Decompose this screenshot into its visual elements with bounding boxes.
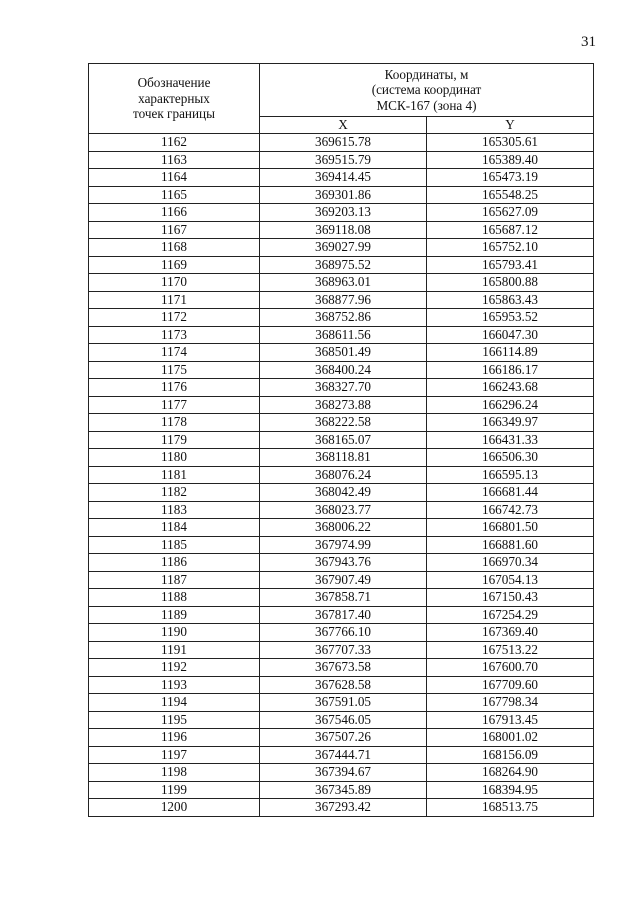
table-row bbox=[89, 519, 594, 537]
y-column-header: Y bbox=[427, 117, 594, 134]
table-row bbox=[89, 536, 594, 554]
y-coordinate-cell: 165793.41 bbox=[427, 256, 594, 274]
point-id-cell: 1194 bbox=[89, 694, 260, 712]
x-coordinate-cell: 367507.26 bbox=[260, 729, 427, 747]
point-id-cell: 1196 bbox=[89, 729, 260, 747]
point-id-cell: 1200 bbox=[89, 799, 260, 817]
table-row bbox=[89, 256, 594, 274]
point-id-cell: 1176 bbox=[89, 379, 260, 397]
y-coordinate-cell: 166801.50 bbox=[427, 519, 594, 537]
x-coordinate-cell: 368006.22 bbox=[260, 519, 427, 537]
y-coordinate-cell: 166595.13 bbox=[427, 466, 594, 484]
x-coordinate-cell: 367293.42 bbox=[260, 799, 427, 817]
x-coordinate-cell: 367766.10 bbox=[260, 624, 427, 642]
table-row bbox=[89, 606, 594, 624]
y-coordinate-cell: 167150.43 bbox=[427, 589, 594, 607]
y-coordinate-cell: 165687.12 bbox=[427, 221, 594, 239]
x-coordinate-cell: 369615.78 bbox=[260, 134, 427, 152]
table-row bbox=[89, 624, 594, 642]
point-id-cell: 1171 bbox=[89, 291, 260, 309]
point-id-cell: 1186 bbox=[89, 554, 260, 572]
y-coordinate-cell: 168156.09 bbox=[427, 746, 594, 764]
y-coordinate-cell: 168394.95 bbox=[427, 781, 594, 799]
y-coordinate-cell: 167054.13 bbox=[427, 571, 594, 589]
point-id-cell: 1175 bbox=[89, 361, 260, 379]
table-row bbox=[89, 274, 594, 292]
y-coordinate-cell: 166742.73 bbox=[427, 501, 594, 519]
table-row bbox=[89, 781, 594, 799]
y-coordinate-cell: 166047.30 bbox=[427, 326, 594, 344]
x-coordinate-cell: 368042.49 bbox=[260, 484, 427, 502]
y-coordinate-cell: 166243.68 bbox=[427, 379, 594, 397]
table-body bbox=[89, 134, 594, 817]
point-id-cell: 1165 bbox=[89, 186, 260, 204]
y-coordinate-cell: 165800.88 bbox=[427, 274, 594, 292]
y-coordinate-cell: 166349.97 bbox=[427, 414, 594, 432]
x-coordinate-cell: 369118.08 bbox=[260, 221, 427, 239]
table-row bbox=[89, 326, 594, 344]
table-row bbox=[89, 396, 594, 414]
x-coordinate-cell: 367974.99 bbox=[260, 536, 427, 554]
point-id-cell: 1190 bbox=[89, 624, 260, 642]
table-row bbox=[89, 641, 594, 659]
y-coordinate-cell: 165627.09 bbox=[427, 204, 594, 222]
y-coordinate-cell: 166186.17 bbox=[427, 361, 594, 379]
table-row bbox=[89, 589, 594, 607]
y-coordinate-cell: 166296.24 bbox=[427, 396, 594, 414]
x-coordinate-cell: 368752.86 bbox=[260, 309, 427, 327]
y-coordinate-cell: 165389.40 bbox=[427, 151, 594, 169]
y-coordinate-cell: 167798.34 bbox=[427, 694, 594, 712]
table-row bbox=[89, 221, 594, 239]
y-coordinate-cell: 165305.61 bbox=[427, 134, 594, 152]
x-coordinate-cell: 368611.56 bbox=[260, 326, 427, 344]
y-coordinate-cell: 165953.52 bbox=[427, 309, 594, 327]
table-row bbox=[89, 501, 594, 519]
x-coordinate-cell: 368877.96 bbox=[260, 291, 427, 309]
point-id-cell: 1164 bbox=[89, 169, 260, 187]
table-row bbox=[89, 151, 594, 169]
page-number: 31 bbox=[581, 34, 596, 50]
point-id-cell: 1166 bbox=[89, 204, 260, 222]
point-id-cell: 1173 bbox=[89, 326, 260, 344]
point-id-cell: 1199 bbox=[89, 781, 260, 799]
table-row bbox=[89, 291, 594, 309]
table-row bbox=[89, 711, 594, 729]
y-coordinate-cell: 165548.25 bbox=[427, 186, 594, 204]
table-row bbox=[89, 414, 594, 432]
x-coordinate-cell: 369414.45 bbox=[260, 169, 427, 187]
point-id-cell: 1182 bbox=[89, 484, 260, 502]
point-id-cell: 1183 bbox=[89, 501, 260, 519]
x-coordinate-cell: 367673.58 bbox=[260, 659, 427, 677]
point-id-cell: 1167 bbox=[89, 221, 260, 239]
y-coordinate-cell: 165473.19 bbox=[427, 169, 594, 187]
point-id-cell: 1172 bbox=[89, 309, 260, 327]
y-coordinate-cell: 167600.70 bbox=[427, 659, 594, 677]
table-row bbox=[89, 659, 594, 677]
y-coordinate-cell: 166681.44 bbox=[427, 484, 594, 502]
point-id-cell: 1188 bbox=[89, 589, 260, 607]
point-id-cell: 1192 bbox=[89, 659, 260, 677]
point-id-cell: 1187 bbox=[89, 571, 260, 589]
x-coordinate-cell: 369203.13 bbox=[260, 204, 427, 222]
x-coordinate-cell: 368400.24 bbox=[260, 361, 427, 379]
point-id-cell: 1193 bbox=[89, 676, 260, 694]
x-coordinate-cell: 368023.77 bbox=[260, 501, 427, 519]
y-coordinate-cell: 165863.43 bbox=[427, 291, 594, 309]
x-coordinate-cell: 368501.49 bbox=[260, 344, 427, 362]
y-coordinate-cell: 167709.60 bbox=[427, 676, 594, 694]
table-row bbox=[89, 344, 594, 362]
table-row bbox=[89, 554, 594, 572]
x-coordinate-cell: 368222.58 bbox=[260, 414, 427, 432]
x-coordinate-cell: 369515.79 bbox=[260, 151, 427, 169]
table-header bbox=[89, 64, 594, 134]
table-row bbox=[89, 764, 594, 782]
table-row bbox=[89, 361, 594, 379]
x-coordinate-cell: 368963.01 bbox=[260, 274, 427, 292]
y-coordinate-cell: 167913.45 bbox=[427, 711, 594, 729]
y-coordinate-cell: 167513.22 bbox=[427, 641, 594, 659]
table-row bbox=[89, 379, 594, 397]
table-row bbox=[89, 466, 594, 484]
point-id-cell: 1177 bbox=[89, 396, 260, 414]
y-coordinate-cell: 166970.34 bbox=[427, 554, 594, 572]
point-id-cell: 1169 bbox=[89, 256, 260, 274]
y-coordinate-cell: 166431.33 bbox=[427, 431, 594, 449]
point-id-cell: 1184 bbox=[89, 519, 260, 537]
point-id-cell: 1197 bbox=[89, 746, 260, 764]
x-coordinate-cell: 369027.99 bbox=[260, 239, 427, 257]
x-coordinate-cell: 367817.40 bbox=[260, 606, 427, 624]
y-coordinate-cell: 167369.40 bbox=[427, 624, 594, 642]
point-id-cell: 1185 bbox=[89, 536, 260, 554]
coords-header-line: МСК-167 (зона 4) bbox=[376, 97, 477, 113]
point-id-cell: 1162 bbox=[89, 134, 260, 152]
table-row bbox=[89, 449, 594, 467]
point-id-cell: 1189 bbox=[89, 606, 260, 624]
y-coordinate-cell: 167254.29 bbox=[427, 606, 594, 624]
table-row bbox=[89, 571, 594, 589]
x-coordinate-cell: 369301.86 bbox=[260, 186, 427, 204]
point-id-cell: 1195 bbox=[89, 711, 260, 729]
table-row bbox=[89, 134, 594, 152]
point-id-cell: 1174 bbox=[89, 344, 260, 362]
points-header-line: точек границы bbox=[133, 106, 215, 122]
x-coordinate-cell: 367628.58 bbox=[260, 676, 427, 694]
x-coordinate-cell: 367345.89 bbox=[260, 781, 427, 799]
table-row bbox=[89, 239, 594, 257]
x-coordinate-cell: 367591.05 bbox=[260, 694, 427, 712]
x-coordinate-cell: 367394.67 bbox=[260, 764, 427, 782]
x-coordinate-cell: 368273.88 bbox=[260, 396, 427, 414]
table-row bbox=[89, 186, 594, 204]
x-coordinate-cell: 367707.33 bbox=[260, 641, 427, 659]
y-coordinate-cell: 168001.02 bbox=[427, 729, 594, 747]
table-row bbox=[89, 431, 594, 449]
table-row bbox=[89, 746, 594, 764]
table-row bbox=[89, 729, 594, 747]
x-coordinate-cell: 368165.07 bbox=[260, 431, 427, 449]
points-header-line: Обозначение bbox=[137, 75, 211, 91]
x-column-header: X bbox=[260, 117, 427, 134]
y-coordinate-cell: 168513.75 bbox=[427, 799, 594, 817]
y-coordinate-cell: 165752.10 bbox=[427, 239, 594, 257]
table-row bbox=[89, 484, 594, 502]
table-row bbox=[89, 676, 594, 694]
header-row-top bbox=[89, 64, 594, 117]
point-id-cell: 1181 bbox=[89, 466, 260, 484]
point-id-cell: 1170 bbox=[89, 274, 260, 292]
point-id-cell: 1180 bbox=[89, 449, 260, 467]
x-coordinate-cell: 368118.81 bbox=[260, 449, 427, 467]
point-id-cell: 1179 bbox=[89, 431, 260, 449]
x-coordinate-cell: 368975.52 bbox=[260, 256, 427, 274]
x-coordinate-cell: 368076.24 bbox=[260, 466, 427, 484]
table-row bbox=[89, 799, 594, 817]
coords-header-line: Координаты, м bbox=[384, 66, 469, 82]
x-coordinate-cell: 367907.49 bbox=[260, 571, 427, 589]
point-id-cell: 1168 bbox=[89, 239, 260, 257]
y-coordinate-cell: 166881.60 bbox=[427, 536, 594, 554]
x-coordinate-cell: 368327.70 bbox=[260, 379, 427, 397]
point-id-cell: 1198 bbox=[89, 764, 260, 782]
points-column-header bbox=[89, 64, 260, 134]
table-row bbox=[89, 169, 594, 187]
coordinates-column-header bbox=[260, 64, 594, 117]
point-id-cell: 1163 bbox=[89, 151, 260, 169]
x-coordinate-cell: 367943.76 bbox=[260, 554, 427, 572]
coordinates-table bbox=[88, 63, 594, 817]
x-coordinate-cell: 367546.05 bbox=[260, 711, 427, 729]
x-coordinate-cell: 367858.71 bbox=[260, 589, 427, 607]
table-row bbox=[89, 694, 594, 712]
y-coordinate-cell: 168264.90 bbox=[427, 764, 594, 782]
table-row bbox=[89, 309, 594, 327]
coords-header-line: (система координат bbox=[371, 82, 482, 98]
table-row bbox=[89, 204, 594, 222]
point-id-cell: 1191 bbox=[89, 641, 260, 659]
x-coordinate-cell: 367444.71 bbox=[260, 746, 427, 764]
y-coordinate-cell: 166114.89 bbox=[427, 344, 594, 362]
points-header-line: характерных bbox=[138, 90, 210, 106]
y-coordinate-cell: 166506.30 bbox=[427, 449, 594, 467]
point-id-cell: 1178 bbox=[89, 414, 260, 432]
